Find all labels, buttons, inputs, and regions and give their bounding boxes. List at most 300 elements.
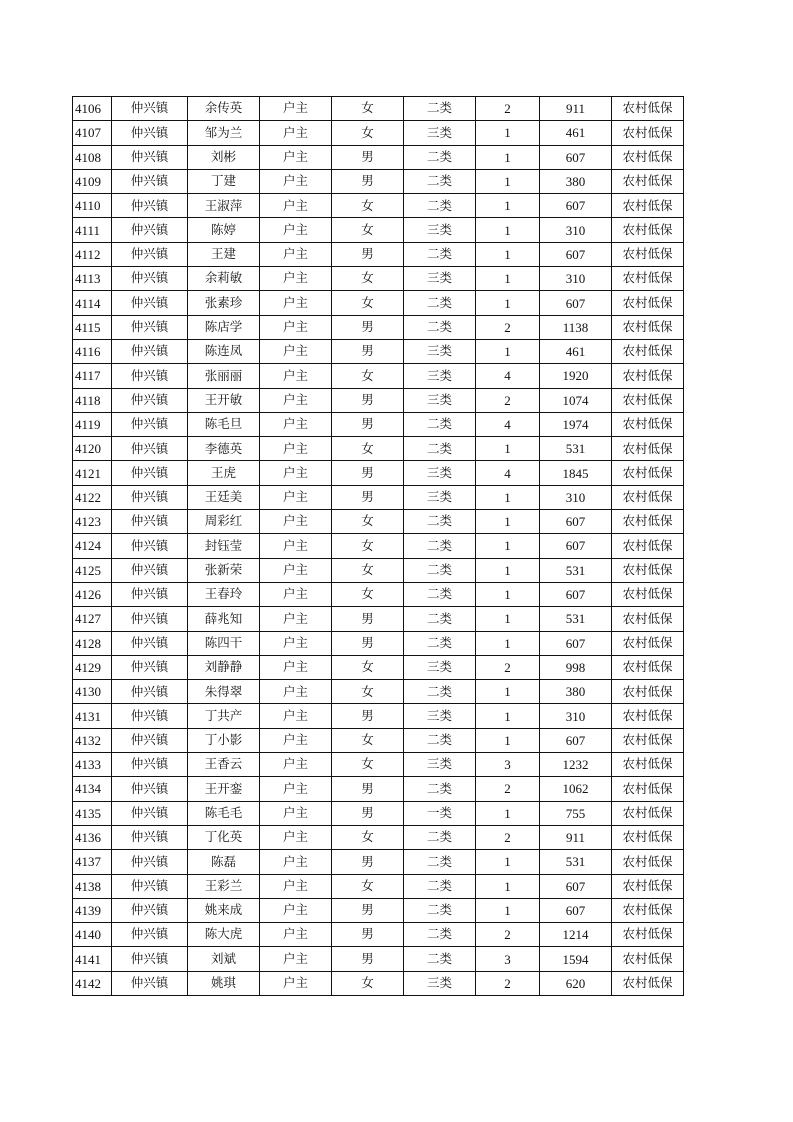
cell-serial-number: 4107 [73,121,112,145]
table-row [73,582,684,606]
cell-household-size: 1 [476,437,540,461]
cell-household-size: 1 [476,218,540,242]
cell-category: 二类 [404,825,476,849]
cell-serial-number: 4125 [73,558,112,582]
cell-amount: 607 [540,874,612,898]
cell-amount: 380 [540,680,612,704]
cell-amount: 1845 [540,461,612,485]
cell-name: 丁共产 [188,704,260,728]
cell-serial-number: 4123 [73,510,112,534]
cell-assistance-type: 农村低保 [612,97,684,121]
cell-assistance-type: 农村低保 [612,607,684,631]
cell-gender: 男 [332,704,404,728]
cell-gender: 男 [332,315,404,339]
cell-gender: 男 [332,850,404,874]
cell-amount: 911 [540,97,612,121]
cell-serial-number: 4116 [73,339,112,363]
cell-gender: 男 [332,242,404,266]
cell-assistance-type: 农村低保 [612,315,684,339]
cell-name: 张新荣 [188,558,260,582]
cell-name: 王开敏 [188,388,260,412]
cell-relationship: 户主 [260,825,332,849]
cell-relationship: 户主 [260,412,332,436]
cell-assistance-type: 农村低保 [612,923,684,947]
cell-category: 二类 [404,874,476,898]
cell-household-size: 1 [476,898,540,922]
cell-household-size: 3 [476,753,540,777]
cell-relationship: 户主 [260,704,332,728]
cell-serial-number: 4111 [73,218,112,242]
cell-name: 陈大虎 [188,923,260,947]
cell-category: 二类 [404,607,476,631]
cell-category: 二类 [404,242,476,266]
table-row [73,218,684,242]
table-row [73,291,684,315]
table-row [73,437,684,461]
cell-category: 二类 [404,534,476,558]
cell-assistance-type: 农村低保 [612,558,684,582]
cell-assistance-type: 农村低保 [612,971,684,995]
cell-township: 仲兴镇 [112,801,188,825]
cell-gender: 女 [332,971,404,995]
cell-assistance-type: 农村低保 [612,267,684,291]
cell-name: 王建 [188,242,260,266]
cell-category: 二类 [404,923,476,947]
cell-name: 陈毛毛 [188,801,260,825]
table-row [73,412,684,436]
cell-assistance-type: 农村低保 [612,194,684,218]
cell-serial-number: 4110 [73,194,112,218]
cell-category: 二类 [404,97,476,121]
cell-assistance-type: 农村低保 [612,874,684,898]
cell-assistance-type: 农村低保 [612,582,684,606]
relief-roster-table [72,96,684,996]
cell-household-size: 1 [476,607,540,631]
cell-assistance-type: 农村低保 [612,339,684,363]
cell-amount: 1214 [540,923,612,947]
cell-gender: 男 [332,923,404,947]
cell-relationship: 户主 [260,874,332,898]
table-row [73,923,684,947]
cell-amount: 607 [540,510,612,534]
cell-serial-number: 4142 [73,971,112,995]
cell-name: 姚琪 [188,971,260,995]
cell-gender: 女 [332,874,404,898]
cell-assistance-type: 农村低保 [612,680,684,704]
cell-gender: 男 [332,388,404,412]
cell-gender: 女 [332,534,404,558]
cell-gender: 女 [332,510,404,534]
cell-household-size: 2 [476,777,540,801]
cell-household-size: 1 [476,704,540,728]
cell-category: 三类 [404,704,476,728]
cell-township: 仲兴镇 [112,728,188,752]
cell-name: 邹为兰 [188,121,260,145]
cell-category: 三类 [404,461,476,485]
cell-amount: 531 [540,607,612,631]
cell-serial-number: 4140 [73,923,112,947]
cell-household-size: 4 [476,412,540,436]
cell-relationship: 户主 [260,655,332,679]
cell-gender: 男 [332,169,404,193]
cell-relationship: 户主 [260,145,332,169]
cell-household-size: 1 [476,169,540,193]
cell-household-size: 1 [476,339,540,363]
cell-serial-number: 4128 [73,631,112,655]
cell-gender: 男 [332,339,404,363]
cell-relationship: 户主 [260,777,332,801]
cell-relationship: 户主 [260,242,332,266]
table-row [73,145,684,169]
cell-name: 陈连凤 [188,339,260,363]
cell-gender: 男 [332,145,404,169]
cell-township: 仲兴镇 [112,461,188,485]
cell-name: 陈婷 [188,218,260,242]
cell-amount: 310 [540,218,612,242]
cell-assistance-type: 农村低保 [612,655,684,679]
cell-relationship: 户主 [260,898,332,922]
cell-household-size: 4 [476,461,540,485]
cell-gender: 女 [332,218,404,242]
cell-serial-number: 4127 [73,607,112,631]
cell-serial-number: 4132 [73,728,112,752]
cell-name: 薛兆知 [188,607,260,631]
cell-relationship: 户主 [260,607,332,631]
cell-amount: 607 [540,291,612,315]
table-row [73,680,684,704]
cell-relationship: 户主 [260,534,332,558]
cell-amount: 1074 [540,388,612,412]
cell-amount: 607 [540,728,612,752]
cell-serial-number: 4139 [73,898,112,922]
cell-category: 二类 [404,850,476,874]
cell-category: 二类 [404,291,476,315]
cell-township: 仲兴镇 [112,339,188,363]
cell-category: 二类 [404,582,476,606]
cell-assistance-type: 农村低保 [612,364,684,388]
cell-serial-number: 4133 [73,753,112,777]
table-row [73,607,684,631]
cell-household-size: 1 [476,510,540,534]
cell-household-size: 2 [476,315,540,339]
cell-gender: 女 [332,728,404,752]
cell-township: 仲兴镇 [112,777,188,801]
cell-category: 三类 [404,121,476,145]
cell-serial-number: 4138 [73,874,112,898]
cell-relationship: 户主 [260,194,332,218]
cell-household-size: 4 [476,364,540,388]
cell-gender: 女 [332,364,404,388]
cell-township: 仲兴镇 [112,534,188,558]
cell-relationship: 户主 [260,631,332,655]
cell-category: 二类 [404,437,476,461]
cell-gender: 女 [332,291,404,315]
cell-gender: 女 [332,680,404,704]
cell-gender: 女 [332,194,404,218]
cell-gender: 女 [332,97,404,121]
cell-category: 二类 [404,169,476,193]
cell-serial-number: 4130 [73,680,112,704]
cell-township: 仲兴镇 [112,753,188,777]
cell-assistance-type: 农村低保 [612,388,684,412]
cell-township: 仲兴镇 [112,704,188,728]
cell-gender: 女 [332,582,404,606]
cell-amount: 607 [540,194,612,218]
cell-township: 仲兴镇 [112,218,188,242]
cell-relationship: 户主 [260,364,332,388]
cell-relationship: 户主 [260,97,332,121]
cell-category: 二类 [404,145,476,169]
cell-serial-number: 4136 [73,825,112,849]
cell-amount: 1232 [540,753,612,777]
cell-township: 仲兴镇 [112,291,188,315]
cell-relationship: 户主 [260,753,332,777]
cell-name: 陈磊 [188,850,260,874]
cell-gender: 男 [332,777,404,801]
table-row [73,510,684,534]
cell-household-size: 1 [476,145,540,169]
cell-category: 三类 [404,267,476,291]
cell-township: 仲兴镇 [112,315,188,339]
cell-household-size: 1 [476,485,540,509]
cell-serial-number: 4129 [73,655,112,679]
table-row [73,315,684,339]
cell-amount: 607 [540,242,612,266]
cell-relationship: 户主 [260,169,332,193]
cell-household-size: 1 [476,680,540,704]
cell-assistance-type: 农村低保 [612,801,684,825]
cell-relationship: 户主 [260,437,332,461]
cell-township: 仲兴镇 [112,850,188,874]
cell-amount: 1974 [540,412,612,436]
cell-serial-number: 4115 [73,315,112,339]
table-row [73,558,684,582]
cell-name: 王春玲 [188,582,260,606]
cell-household-size: 1 [476,558,540,582]
cell-assistance-type: 农村低保 [612,145,684,169]
cell-assistance-type: 农村低保 [612,510,684,534]
cell-relationship: 户主 [260,558,332,582]
table-row [73,97,684,121]
cell-household-size: 2 [476,923,540,947]
table-row [73,874,684,898]
cell-household-size: 1 [476,728,540,752]
cell-township: 仲兴镇 [112,898,188,922]
table-row [73,242,684,266]
cell-category: 二类 [404,558,476,582]
cell-township: 仲兴镇 [112,971,188,995]
cell-assistance-type: 农村低保 [612,412,684,436]
cell-relationship: 户主 [260,339,332,363]
cell-household-size: 1 [476,534,540,558]
cell-serial-number: 4131 [73,704,112,728]
cell-serial-number: 4106 [73,97,112,121]
table-row [73,801,684,825]
table-row [73,267,684,291]
cell-category: 二类 [404,510,476,534]
cell-assistance-type: 农村低保 [612,437,684,461]
cell-relationship: 户主 [260,485,332,509]
cell-serial-number: 4109 [73,169,112,193]
table-row [73,850,684,874]
cell-name: 刘彬 [188,145,260,169]
cell-relationship: 户主 [260,121,332,145]
cell-relationship: 户主 [260,680,332,704]
cell-serial-number: 4126 [73,582,112,606]
cell-category: 三类 [404,364,476,388]
cell-amount: 461 [540,339,612,363]
cell-amount: 310 [540,704,612,728]
cell-township: 仲兴镇 [112,412,188,436]
cell-serial-number: 4122 [73,485,112,509]
cell-assistance-type: 农村低保 [612,947,684,971]
cell-relationship: 户主 [260,923,332,947]
cell-gender: 男 [332,412,404,436]
cell-assistance-type: 农村低保 [612,169,684,193]
cell-gender: 女 [332,825,404,849]
cell-amount: 607 [540,631,612,655]
table-row [73,971,684,995]
cell-household-size: 2 [476,655,540,679]
cell-gender: 女 [332,121,404,145]
cell-name: 丁小影 [188,728,260,752]
cell-name: 陈店学 [188,315,260,339]
cell-household-size: 1 [476,582,540,606]
cell-relationship: 户主 [260,728,332,752]
cell-household-size: 1 [476,801,540,825]
table-row [73,485,684,509]
cell-gender: 男 [332,461,404,485]
cell-assistance-type: 农村低保 [612,121,684,145]
cell-household-size: 3 [476,947,540,971]
cell-township: 仲兴镇 [112,267,188,291]
cell-name: 王廷美 [188,485,260,509]
cell-amount: 310 [540,267,612,291]
cell-category: 二类 [404,680,476,704]
cell-amount: 607 [540,145,612,169]
cell-name: 丁化英 [188,825,260,849]
cell-serial-number: 4137 [73,850,112,874]
cell-serial-number: 4114 [73,291,112,315]
cell-gender: 女 [332,753,404,777]
table-row [73,728,684,752]
cell-household-size: 2 [476,388,540,412]
cell-name: 周彩红 [188,510,260,534]
cell-name: 陈四干 [188,631,260,655]
cell-assistance-type: 农村低保 [612,825,684,849]
cell-name: 王虎 [188,461,260,485]
cell-township: 仲兴镇 [112,364,188,388]
cell-category: 三类 [404,655,476,679]
cell-township: 仲兴镇 [112,680,188,704]
cell-relationship: 户主 [260,218,332,242]
table-row [73,121,684,145]
cell-township: 仲兴镇 [112,558,188,582]
cell-assistance-type: 农村低保 [612,242,684,266]
cell-assistance-type: 农村低保 [612,534,684,558]
table-row [73,534,684,558]
cell-township: 仲兴镇 [112,145,188,169]
cell-township: 仲兴镇 [112,437,188,461]
cell-township: 仲兴镇 [112,874,188,898]
cell-township: 仲兴镇 [112,655,188,679]
table-body [73,97,684,996]
cell-relationship: 户主 [260,510,332,534]
cell-gender: 男 [332,947,404,971]
cell-household-size: 2 [476,825,540,849]
cell-township: 仲兴镇 [112,947,188,971]
table-row [73,364,684,388]
cell-gender: 男 [332,801,404,825]
table-row [73,655,684,679]
cell-township: 仲兴镇 [112,485,188,509]
cell-category: 二类 [404,898,476,922]
cell-amount: 998 [540,655,612,679]
cell-township: 仲兴镇 [112,825,188,849]
cell-name: 刘静静 [188,655,260,679]
cell-assistance-type: 农村低保 [612,291,684,315]
cell-amount: 607 [540,898,612,922]
cell-township: 仲兴镇 [112,121,188,145]
table-row [73,169,684,193]
cell-amount: 755 [540,801,612,825]
cell-name: 王彩兰 [188,874,260,898]
cell-gender: 女 [332,558,404,582]
cell-category: 三类 [404,485,476,509]
table-row [73,898,684,922]
cell-serial-number: 4112 [73,242,112,266]
cell-serial-number: 4113 [73,267,112,291]
cell-category: 一类 [404,801,476,825]
cell-name: 王开銮 [188,777,260,801]
cell-amount: 607 [540,534,612,558]
cell-assistance-type: 农村低保 [612,777,684,801]
cell-household-size: 1 [476,121,540,145]
cell-amount: 1062 [540,777,612,801]
cell-amount: 607 [540,582,612,606]
cell-gender: 男 [332,607,404,631]
cell-relationship: 户主 [260,582,332,606]
table-row [73,339,684,363]
cell-category: 二类 [404,728,476,752]
cell-gender: 男 [332,898,404,922]
cell-household-size: 1 [476,194,540,218]
cell-serial-number: 4121 [73,461,112,485]
cell-household-size: 1 [476,242,540,266]
cell-amount: 1594 [540,947,612,971]
cell-household-size: 2 [476,97,540,121]
cell-name: 封钰莹 [188,534,260,558]
cell-relationship: 户主 [260,971,332,995]
cell-name: 余传英 [188,97,260,121]
cell-township: 仲兴镇 [112,97,188,121]
cell-amount: 531 [540,558,612,582]
cell-township: 仲兴镇 [112,388,188,412]
cell-household-size: 1 [476,291,540,315]
cell-assistance-type: 农村低保 [612,485,684,509]
cell-amount: 461 [540,121,612,145]
cell-gender: 男 [332,485,404,509]
cell-name: 王淑萍 [188,194,260,218]
cell-category: 二类 [404,412,476,436]
table-row [73,777,684,801]
cell-category: 二类 [404,315,476,339]
cell-township: 仲兴镇 [112,582,188,606]
cell-name: 张丽丽 [188,364,260,388]
cell-name: 陈毛旦 [188,412,260,436]
cell-relationship: 户主 [260,315,332,339]
cell-assistance-type: 农村低保 [612,631,684,655]
